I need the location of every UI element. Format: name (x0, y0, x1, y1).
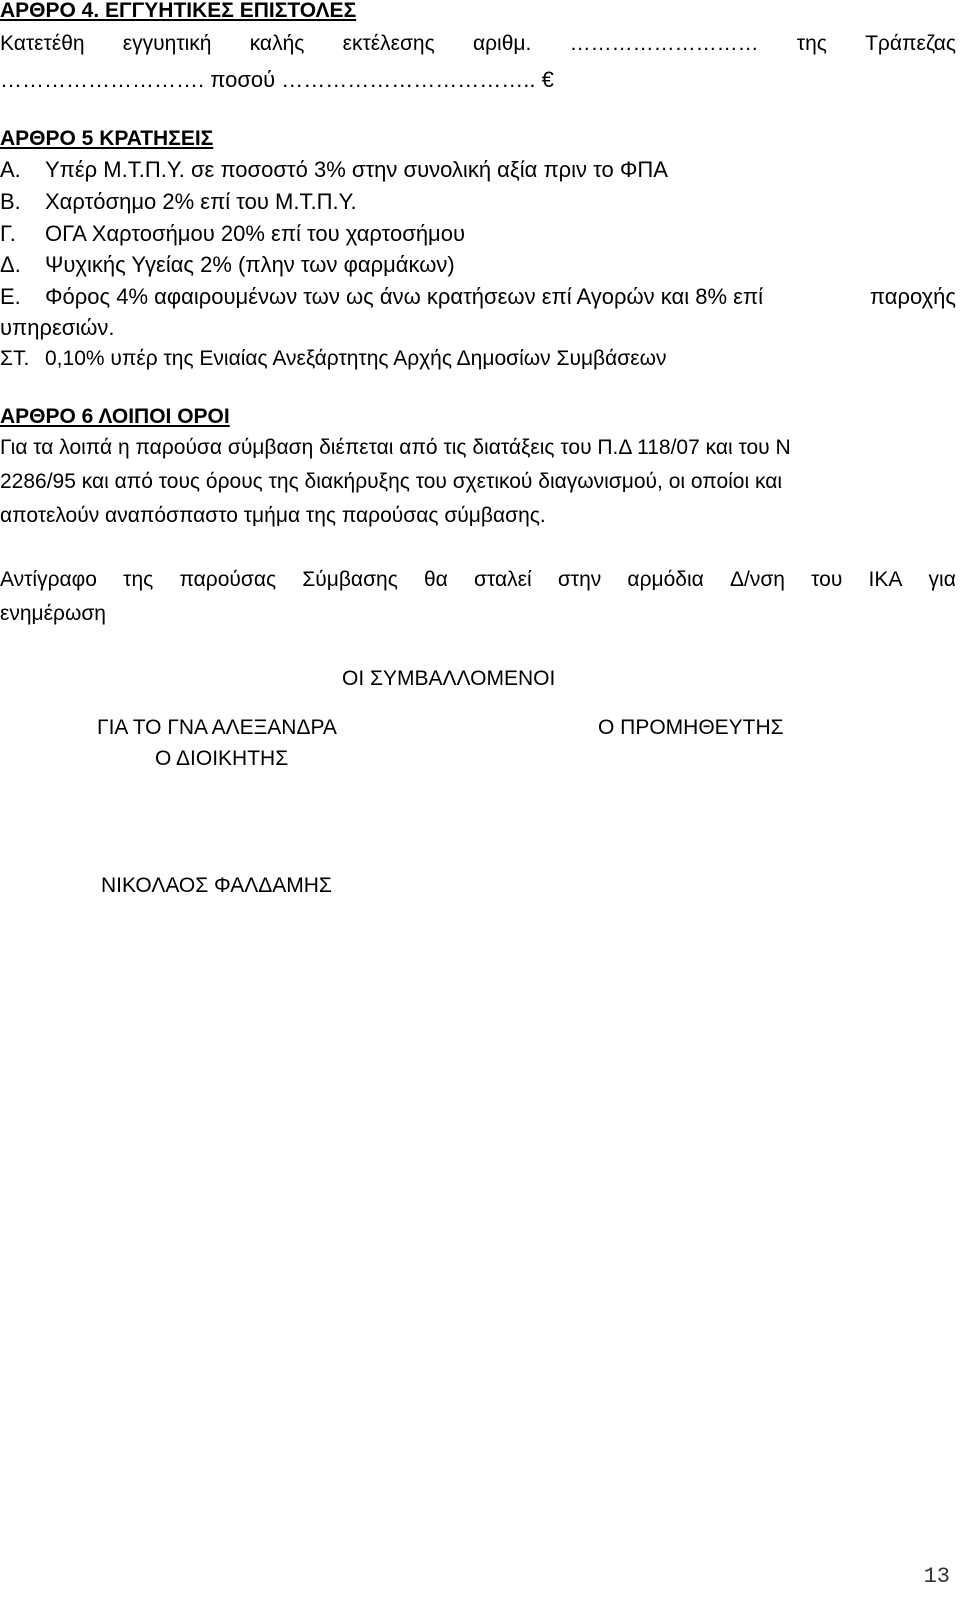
word: ……………………… (569, 32, 759, 55)
item-label: ΣΤ. (0, 347, 30, 370)
word: καλής (249, 32, 305, 55)
page-number: 13 (923, 1564, 950, 1589)
copy-note-line (0, 566, 956, 594)
word: της (796, 32, 827, 55)
word: στην (557, 568, 602, 591)
copy-note-continuation: ενημέρωση (0, 602, 106, 625)
word: εκτέλεσης (342, 32, 435, 55)
word: Κατετέθη (0, 32, 85, 55)
article4-heading: ΑΡΘΡΟ 4. ΕΓΓΥΗΤΙΚΕΣ ΕΠΙΣΤΟΛΕΣ (0, 0, 357, 22)
signer-name: ΝΙΚΟΛΑΟΣ ΦΑΛΔΑΜΗΣ (101, 874, 332, 897)
word: παρούσας (179, 568, 277, 591)
item-text: ΟΓΑ Χαρτοσήμου 20% επί του χαρτοσήμου (45, 221, 465, 246)
item-text-end: παροχής (869, 284, 956, 309)
supplier-signatory: Ο ΠΡΟΜΗΘΕΥΤΗΣ (598, 716, 784, 739)
word: της (123, 568, 154, 591)
item-label: Α. (0, 157, 21, 182)
item-text: Υπέρ Μ.Τ.Π.Υ. σε ποσοστό 3% στην συνολική αξία πριν το ΦΠΑ (45, 157, 668, 182)
article6-line: αποτελούν αναπόσπαστο τμήμα της παρούσας σύμβασης. (0, 504, 546, 527)
article4-guarantee-line (0, 30, 956, 58)
retention-item-e-continuation: υπηρεσιών. (0, 315, 115, 340)
word: Αντίγραφο (0, 568, 97, 591)
word: του (811, 568, 843, 591)
hospital-signatory: ΓΙΑ ΤΟ ΓΝΑ ΑΛΕΞΑΝΔΡΑ (97, 716, 337, 739)
word: ΙΚΑ (868, 568, 903, 591)
item-text: Ψυχικής Υγείας 2% (πλην των φαρμάκων) (45, 252, 455, 277)
item-label: Δ. (0, 252, 21, 277)
retention-item-a (0, 156, 668, 184)
retention-item-c (0, 220, 465, 248)
word: αριθμ. (472, 32, 532, 55)
item-text: 0,10% υπέρ της Ενιαίας Ανεξάρτητης Αρχής Δημοσίων Συμβάσεων (45, 347, 667, 370)
director-title: Ο ΔΙΟΙΚΗΤΗΣ (155, 747, 289, 770)
retention-item-st (0, 345, 667, 373)
article6-line: Για τα λοιπά η παρούσα σύμβαση διέπεται από τις διατάξεις του Π.Δ 118/07 και του Ν (0, 436, 791, 459)
word: Τράπεζας (865, 32, 956, 55)
retention-item-b (0, 188, 357, 216)
contracting-parties-title: ΟΙ ΣΥΜΒΑΛΛΟΜΕΝΟΙ (342, 667, 556, 690)
retention-item-d (0, 251, 455, 279)
item-label: Ε. (0, 284, 21, 309)
article6-line: 2286/95 και από τους όρους της διακήρυξης του σχετικού διαγωνισμού, οι οποίοι και (0, 470, 783, 493)
article6-heading: ΑΡΘΡΟ 6 ΛΟΙΠΟΙ ΟΡΟΙ (0, 405, 230, 428)
word: Σύμβασης (302, 568, 398, 591)
word: για (928, 568, 956, 591)
item-text: Χαρτόσημο 2% επί του Μ.Τ.Π.Υ. (45, 189, 357, 214)
article5-heading: ΑΡΘΡΟ 5 ΚΡΑΤΗΣΕΙΣ (0, 127, 214, 150)
word: Δ/νση (729, 568, 785, 591)
item-text: Φόρος 4% αφαιρουμένων των ως άνω κρατήσεων επί Αγορών και 8% επί (45, 284, 764, 309)
item-label: Γ. (0, 221, 16, 246)
word: αρμόδια (627, 568, 704, 591)
word: εγγυητική (122, 32, 212, 55)
retention-item-e (0, 283, 956, 311)
word: θα (424, 568, 448, 591)
article4-amount-line: ………………………. ποσού …………………………….. € (0, 67, 554, 92)
item-label: Β. (0, 189, 21, 214)
word: σταλεί (474, 568, 532, 591)
